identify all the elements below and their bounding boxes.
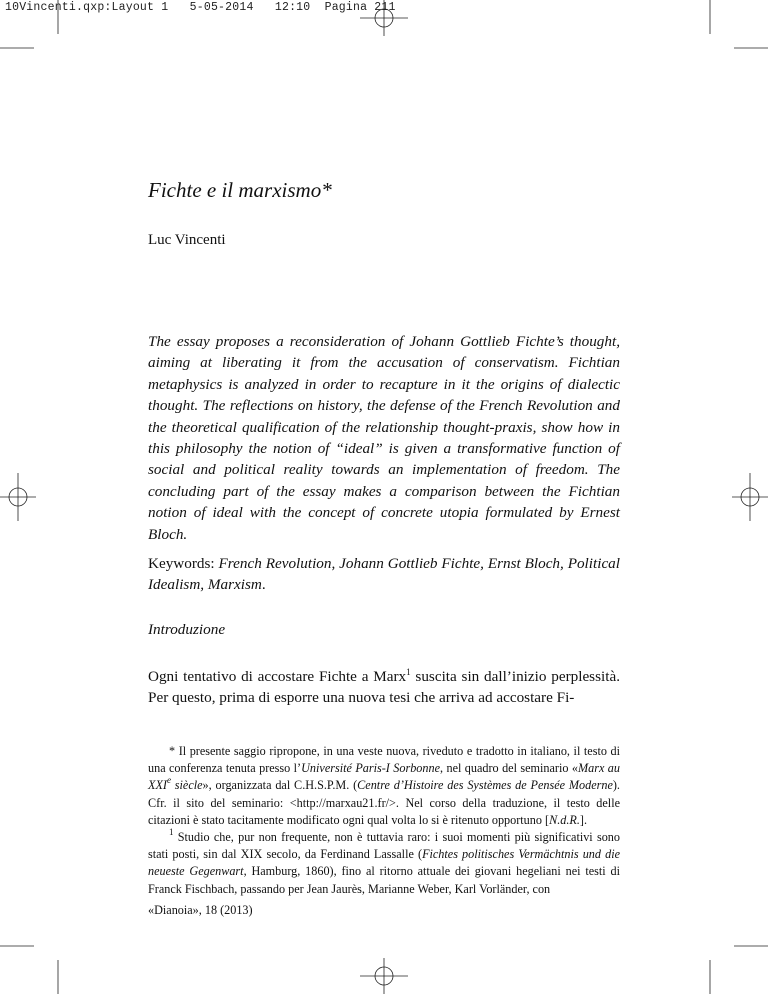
footnote-1 bbox=[148, 829, 620, 898]
footnote-marker: 1 bbox=[169, 827, 174, 838]
registration-mark-right bbox=[732, 473, 768, 521]
journal-footer: «Dianoia», 18 (2013) bbox=[148, 903, 253, 917]
footnote-marker: * bbox=[169, 744, 179, 758]
body-text: Ogni tentativo di accostare Fichte a Marx bbox=[148, 668, 407, 685]
keywords-label: Keywords: bbox=[148, 555, 215, 572]
section-heading: Introduzione bbox=[148, 621, 226, 638]
footnote-text: ]. bbox=[579, 812, 587, 827]
footnote-italic: Université Paris-I Sorbonne bbox=[301, 761, 440, 776]
footnote-reference: 1 bbox=[406, 667, 411, 677]
footnote-italic-part: Marx au XXI bbox=[148, 761, 620, 793]
footnote-italic: Centre d’Histoire des Systèmes de Pensée Moderne bbox=[357, 778, 613, 793]
article-title: Fichte e il marxismo* bbox=[148, 178, 332, 202]
footnote-star bbox=[148, 743, 620, 829]
keywords-list: French Revolution, Johann Gottlieb Fichte, Ernst Bloch, Political Idealism, Marxism bbox=[148, 555, 620, 594]
footnote-text: ). Cfr. il sito del seminario: <http://marxau21.fr/>. Nel corso della traduzione, il testo delle citazioni è stato tacitamente modificato ogni qual volta lo si è ritenuto opportuno [ bbox=[148, 778, 620, 827]
slug-date: 5-05-2014 bbox=[189, 1, 254, 14]
body-text: suscita sin dall’inizio perplessità. Per questo, prima di esporre una nuova tesi che arriva ad accostare Fi- bbox=[148, 668, 620, 707]
slug-page: Pagina 211 bbox=[324, 1, 396, 14]
body-paragraph bbox=[148, 666, 620, 709]
footnote-text: , Hamburg, 1860), fino al ritorno attuale dei giovani hegeliani nei testi di Franck Fischbach, passando per Jean Jaurès, Marianne Weber, Karl Vorländer, con bbox=[148, 864, 620, 896]
footnote-italic: Fichtes politisches Vermächtnis und die neueste Gegenwart bbox=[148, 847, 620, 879]
registration-mark-left bbox=[0, 473, 36, 521]
footnote-italic: N.d.R. bbox=[549, 812, 580, 827]
slug-time: 12:10 bbox=[274, 1, 311, 14]
registration-mark-bottom bbox=[360, 958, 408, 994]
footnote-text: », organizzata dal C.H.S.P.M. ( bbox=[202, 778, 358, 793]
footnote-superscript: e bbox=[166, 775, 171, 786]
keywords: Keywords: French Revolution, Johann Gottlieb Fichte, Ernst Bloch, Political Idealism, Marxism. bbox=[148, 555, 620, 594]
footnote-text: Il presente saggio ripropone, in una veste nuova, riveduto e tradotto in italiano, il testo di una conferenza tenuta presso l’ bbox=[148, 744, 621, 776]
footnote-text: , nel quadro del seminario « bbox=[440, 761, 578, 776]
footnotes bbox=[148, 743, 620, 898]
footnote-italic-part: siècle bbox=[170, 778, 203, 793]
print-slug-line bbox=[5, 1, 396, 14]
slug-filename: 10Vincenti.qxp:Layout 1 bbox=[5, 1, 169, 14]
article-author: Luc Vincenti bbox=[148, 232, 226, 248]
footnote-text: Studio che, pur non frequente, non è tuttavia raro: i suoi momenti più significativi sono stati posti, sin dal XIX secolo, da Ferdinand Lassalle ( bbox=[148, 830, 620, 862]
abstract: The essay proposes a reconsideration of Johann Gottlieb Fichte’s thought, aiming at liberating it from the accusation of conservatism. Fichtian metaphysics is analyzed in order to recapture in it the origins of dialectic thought. The reflections on history, the defense of the French Revolution and the theoretical qualification of the relationship thought-praxis, show how in this philosophy the notion of “ideal” is given a transformative function of social and political reality towards an implementation of freedom. The concluding part of the essay makes a comparison between the Fichtian notion of ideal with the concept of concrete utopia formulated by Ernest Bloch. bbox=[148, 333, 620, 543]
